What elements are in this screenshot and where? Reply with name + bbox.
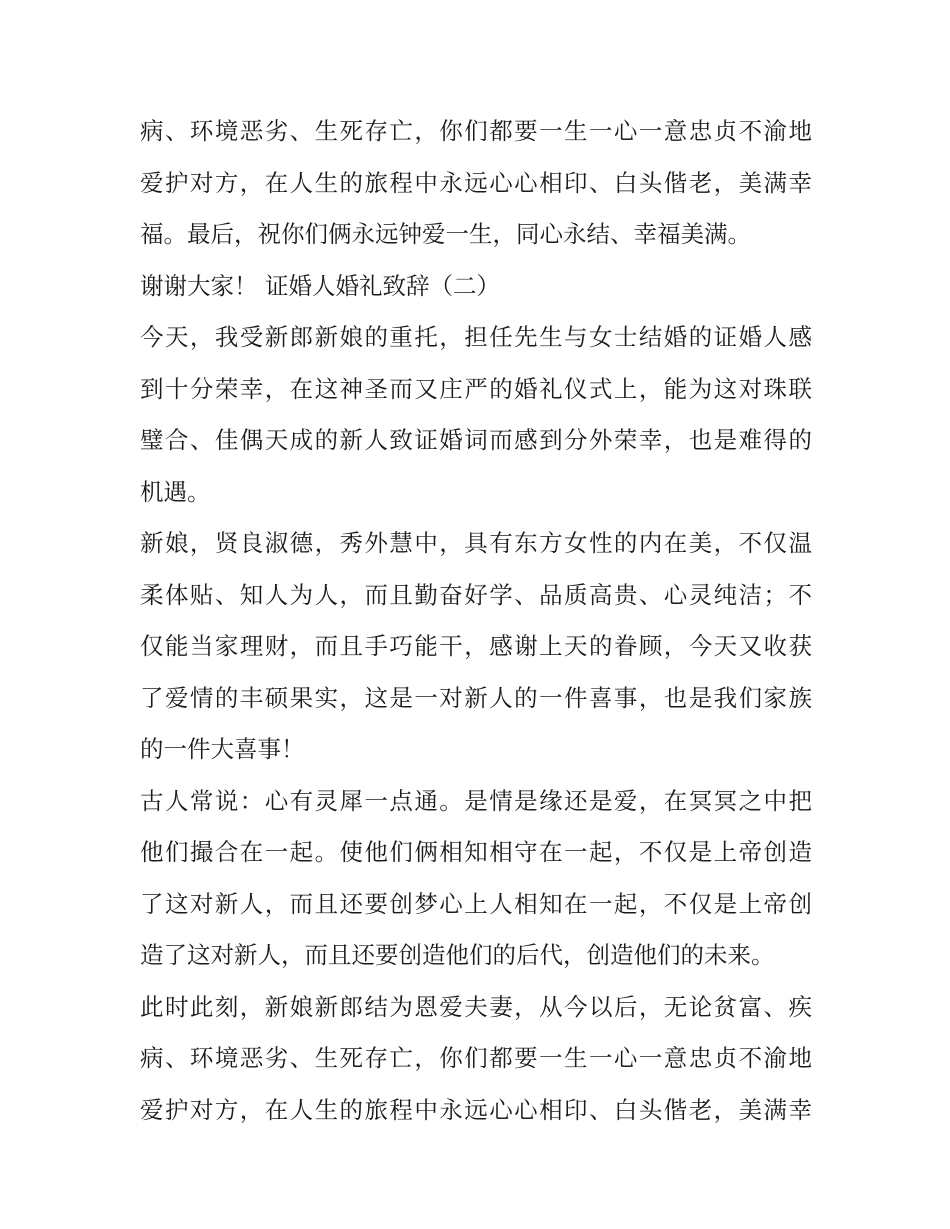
text-line: 福。最后，祝你们俩永远钟爱一生，同心永结、幸福美满。	[140, 220, 751, 248]
text-line: 古人常说：心有灵犀一点通。是情是缘还是爱，在冥冥之中把	[140, 786, 812, 815]
text-line: 了爱情的丰硕果实，这是一对新人的一件喜事，也是我们家族	[140, 683, 812, 712]
text-line: 璧合、佳偶天成的新人致证婚词而感到分外荣幸，也是难得的	[140, 426, 812, 454]
text-line: 仅能当家理财，而且手巧能干，感谢上天的眷顾，今天又收获	[140, 632, 812, 660]
text-line: 爱护对方，在人生的旅程中永远心心相印、白头偕老，美满幸	[140, 168, 812, 197]
text-line: 柔体贴、知人为人，而且勤奋好学、品质高贵、心灵纯洁；不	[140, 580, 812, 609]
body-text	[140, 106, 812, 1136]
text-line: 病、环境恶劣、生死存亡，你们都要一生一心一意忠贞不渝地	[140, 117, 812, 145]
text-line: 了这对新人，而且还要创梦心上人相知在一起，不仅是上帝创	[140, 889, 812, 918]
text-line: 爱护对方，在人生的旅程中永远心心相印、白头偕老，美满幸	[140, 1095, 812, 1124]
text-line: 病、环境恶劣、生死存亡，你们都要一生一心一意忠贞不渝地	[140, 1044, 812, 1072]
section-heading-line: 谢谢大家！ 证婚人婚礼致辞（二）	[140, 271, 500, 300]
text-line: 机遇。	[140, 477, 211, 506]
text-line: 此时此刻，新娘新郎结为恩爱夫妻，从今以后，无论贫富、疾	[140, 992, 812, 1021]
text-line: 新娘，贤良淑德，秀外慧中，具有东方女性的内在美，不仅温	[140, 529, 812, 557]
text-line: 的一件大喜事！	[140, 735, 305, 763]
text-line: 造了这对新人，而且还要创造他们的后代，创造他们的未来。	[140, 941, 775, 969]
text-line: 今天，我受新郎新娘的重托，担任先生与女士结婚的证婚人感	[140, 323, 812, 351]
text-line: 到十分荣幸，在这神圣而又庄严的婚礼仪式上，能为这对珠联	[140, 374, 812, 403]
text-line: 他们撮合在一起。使他们俩相知相守在一起，不仅是上帝创造	[140, 838, 812, 866]
